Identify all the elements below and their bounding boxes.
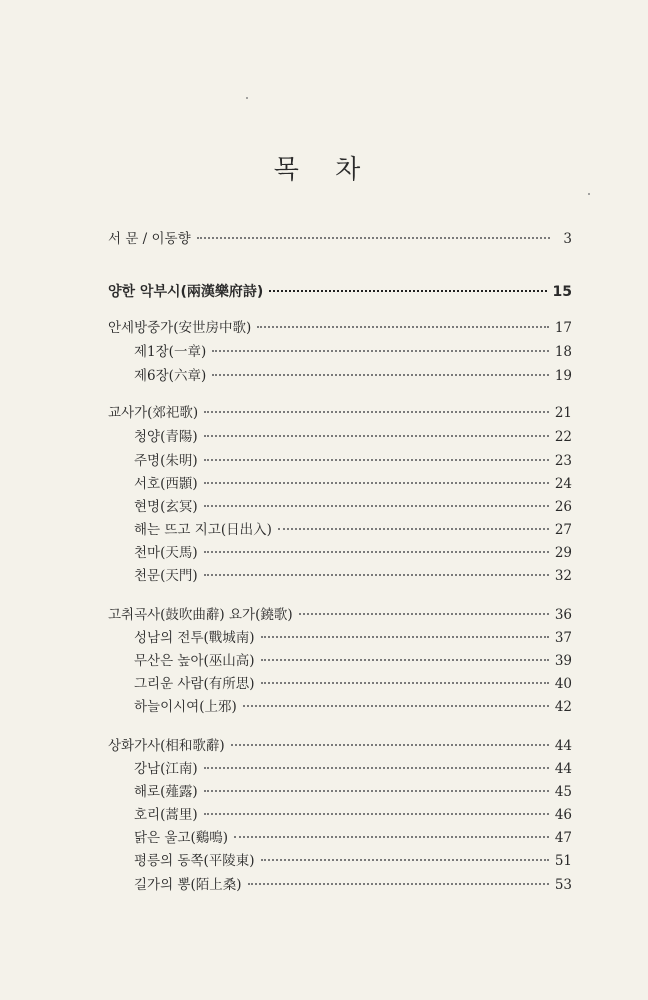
toc-entry-label: 상화가사(相和歌辭) xyxy=(108,738,225,754)
page-title: 목 차 xyxy=(273,155,375,186)
toc-page-number: 37 xyxy=(554,630,572,646)
dot-leader xyxy=(269,290,546,292)
toc-entry xyxy=(134,498,572,516)
dot-leader xyxy=(204,551,549,553)
toc-page-number: 21 xyxy=(554,405,572,421)
dot-leader xyxy=(204,813,549,815)
dot-leader xyxy=(204,767,549,769)
toc-page-number: 23 xyxy=(554,453,572,469)
toc-page-number: 39 xyxy=(554,653,572,669)
toc-entry xyxy=(108,230,572,248)
toc-page-number: 18 xyxy=(554,344,572,360)
toc-entry-label: 하늘이시여(上邪) xyxy=(134,699,237,715)
toc-entry-label: 양한 악부시(兩漢樂府詩) xyxy=(108,284,264,300)
dot-leader xyxy=(257,326,549,328)
toc-entry-label: 청양(青陽) xyxy=(134,429,198,445)
toc-entry-label: 제1장(一章) xyxy=(134,344,207,360)
dot-leader xyxy=(231,744,549,746)
toc-page-number: 22 xyxy=(554,429,572,445)
toc-entry-label: 해로(薤露) xyxy=(134,784,198,800)
dot-leader xyxy=(243,705,549,707)
toc-page-number: 44 xyxy=(554,738,572,754)
toc-page-number: 15 xyxy=(552,284,572,300)
toc-entry-label: 안세방중가(安世房中歌) xyxy=(108,320,252,336)
toc-entry xyxy=(134,806,572,824)
toc-page-number: 46 xyxy=(554,807,572,823)
toc-entry-label: 서호(西顥) xyxy=(134,476,198,492)
paper-speck xyxy=(246,97,248,99)
toc-entry-label: 성남의 전투(戰城南) xyxy=(134,630,255,646)
toc-entry xyxy=(134,452,572,470)
toc-entry-label: 제6장(六章) xyxy=(134,368,207,384)
toc-page-number: 36 xyxy=(554,607,572,623)
dot-leader xyxy=(212,350,549,352)
toc-entry-label: 서 문 / 이동향 xyxy=(108,231,191,247)
toc-page-number: 26 xyxy=(554,499,572,515)
toc-entry xyxy=(108,319,572,337)
toc-entry-label: 해는 뜨고 지고(日出入) xyxy=(134,522,272,538)
toc-entry-label: 호리(蒿里) xyxy=(134,807,198,823)
toc-entry-label: 주명(朱明) xyxy=(134,453,198,469)
toc-page-number: 45 xyxy=(554,784,572,800)
dot-leader xyxy=(197,237,550,239)
toc-entry-label: 그리운 사람(有所思) xyxy=(134,676,255,692)
toc-entry-label: 고취곡사(鼓吹曲辭) 요가(鐃歌) xyxy=(108,607,293,623)
dot-leader xyxy=(204,435,549,437)
toc-entry-label: 길가의 뽕(陌上桑) xyxy=(134,877,242,893)
toc-page-number: 29 xyxy=(554,545,572,561)
dot-leader xyxy=(299,613,549,615)
dot-leader xyxy=(261,636,549,638)
toc-section-heading xyxy=(108,283,572,301)
toc-entry xyxy=(134,567,572,585)
toc-page-number: 44 xyxy=(554,761,572,777)
toc-entry xyxy=(134,544,572,562)
toc-entry-label: 천마(天馬) xyxy=(134,545,198,561)
dot-leader xyxy=(261,859,549,861)
toc-entry-label: 강남(江南) xyxy=(134,761,198,777)
dot-leader xyxy=(204,482,549,484)
toc-entry xyxy=(134,475,572,493)
toc-entry-label: 현명(玄冥) xyxy=(134,499,198,515)
dot-leader xyxy=(212,374,549,376)
toc-entry xyxy=(134,675,572,693)
toc-entry-label: 무산은 높아(巫山高) xyxy=(134,653,255,669)
toc-entry-label: 천문(天門) xyxy=(134,568,198,584)
toc-page-number: 40 xyxy=(554,676,572,692)
toc-entry xyxy=(108,404,572,422)
toc-page-number: 24 xyxy=(554,476,572,492)
paper-speck xyxy=(588,193,590,195)
toc-entry xyxy=(134,343,572,361)
dot-leader xyxy=(234,836,549,838)
dot-leader xyxy=(204,411,549,413)
toc-page-number: 32 xyxy=(554,568,572,584)
dot-leader xyxy=(204,459,549,461)
toc-entry xyxy=(134,829,572,847)
dot-leader xyxy=(204,790,549,792)
dot-leader xyxy=(204,505,549,507)
toc-page-number: 17 xyxy=(554,320,572,336)
toc-entry xyxy=(134,760,572,778)
toc-entry xyxy=(134,629,572,647)
toc-entry xyxy=(134,698,572,716)
toc-entry xyxy=(134,521,572,539)
dot-leader xyxy=(261,682,549,684)
toc-entry xyxy=(134,652,572,670)
toc-entry xyxy=(134,876,572,894)
toc-entry xyxy=(134,783,572,801)
toc-entry xyxy=(108,606,572,624)
toc-page-number: 47 xyxy=(554,830,572,846)
toc-page-number: 27 xyxy=(554,522,572,538)
toc-entry xyxy=(134,852,572,870)
toc-page-number: 51 xyxy=(554,853,572,869)
dot-leader xyxy=(261,659,549,661)
toc-page-number: 53 xyxy=(554,877,572,893)
toc-entry xyxy=(134,367,572,385)
toc-entry xyxy=(108,737,572,755)
toc-page-number: 42 xyxy=(554,699,572,715)
dot-leader xyxy=(204,574,549,576)
toc-page-number: 3 xyxy=(563,231,572,247)
toc-page-number: 19 xyxy=(554,368,572,384)
dot-leader xyxy=(248,883,549,885)
toc-entry xyxy=(134,428,572,446)
toc-entry-label: 닭은 울고(鷄鳴) xyxy=(134,830,228,846)
dot-leader xyxy=(278,528,549,530)
toc-entry-label: 교사가(郊祀歌) xyxy=(108,405,199,421)
toc-entry-label: 평릉의 동쪽(平陵東) xyxy=(134,853,255,869)
